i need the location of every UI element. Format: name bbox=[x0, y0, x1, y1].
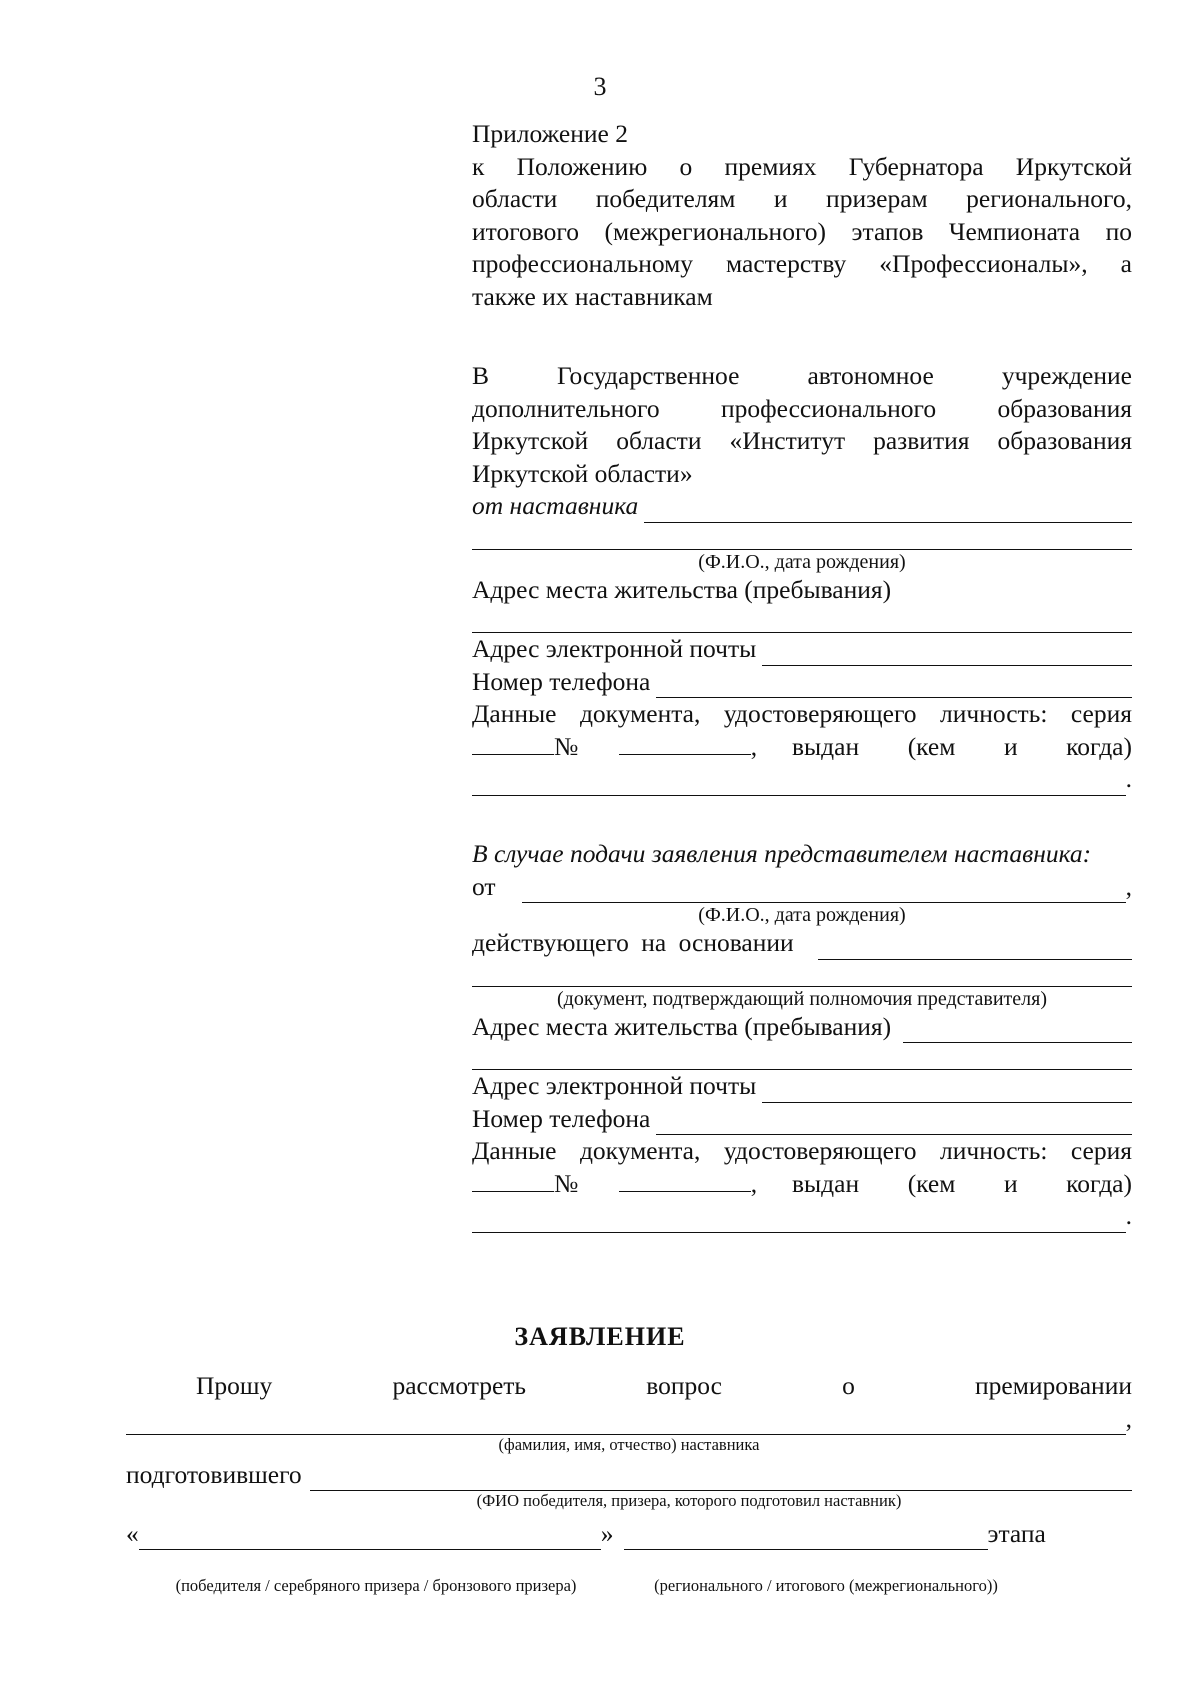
rep-address-label: Адрес места жительства (пребывания) bbox=[472, 1011, 892, 1041]
mentor-phone-label: Номер телефона bbox=[472, 666, 651, 696]
prepared-label: подготовившего bbox=[126, 1460, 302, 1489]
rep-number-field[interactable] bbox=[619, 1167, 751, 1192]
request-word: Прошу bbox=[196, 1371, 273, 1400]
rep-phone-label: Номер телефона bbox=[472, 1103, 651, 1133]
mentor-fio-field[interactable] bbox=[644, 498, 1132, 523]
winner-hint: (ФИО победителя, призера, которого подготовил наставник) bbox=[476, 1491, 902, 1510]
open-quote: « bbox=[126, 1518, 139, 1548]
rep-issued-field[interactable] bbox=[472, 1208, 1126, 1233]
addressee-line: Иркутской области «Институт развития образования bbox=[472, 426, 1132, 455]
place-stage-hints bbox=[126, 1570, 1132, 1602]
rep-phone-row bbox=[472, 1103, 1132, 1136]
rep-doc-label: Данные документа, удостоверяющего личность: серия bbox=[472, 1136, 1132, 1165]
close-quote: » bbox=[600, 1518, 614, 1548]
stage-field[interactable] bbox=[624, 1525, 988, 1550]
mentor-number-sign: № bbox=[554, 731, 579, 761]
rep-address-field[interactable] bbox=[903, 1018, 1132, 1043]
stage-hint: (регионального / итогового (межрегионального)) bbox=[654, 1575, 998, 1595]
mentor-doc-row: № , выдан (кем и когда) bbox=[472, 731, 1132, 764]
mentor-email-field[interactable] bbox=[762, 641, 1132, 666]
statement-mentor-hint: (фамилия, имя, отчество) наставника bbox=[498, 1434, 760, 1454]
mentor-address-label: Адрес места жительства (пребывания) bbox=[472, 574, 892, 604]
rep-doc-row: № , выдан (кем и когда) bbox=[472, 1168, 1132, 1201]
appendix-line: к Положению о премиях Губернатора Иркутской bbox=[472, 151, 1132, 181]
appendix-line: профессиональному мастерству «Профессионалы», а bbox=[472, 249, 1132, 278]
place-hint: (победителя / серебряного призера / бронзового призера) bbox=[175, 1575, 577, 1595]
rep-series-field[interactable] bbox=[472, 1167, 554, 1192]
place-field[interactable] bbox=[139, 1525, 601, 1550]
request-row bbox=[126, 1370, 1132, 1402]
statement-mentor-field[interactable] bbox=[126, 1410, 1126, 1435]
addressee-line: В Государственное автономное учреждение bbox=[472, 361, 1132, 390]
rep-address-row bbox=[472, 1011, 1132, 1044]
appendix-block bbox=[472, 118, 1132, 313]
rep-issued-row: . bbox=[472, 1200, 1132, 1233]
rep-fio-field[interactable] bbox=[522, 878, 1126, 903]
rep-email-field[interactable] bbox=[762, 1078, 1132, 1103]
winner-field[interactable] bbox=[310, 1466, 1132, 1491]
rep-basis-field-2[interactable] bbox=[472, 960, 1132, 987]
rep-number-sign: № bbox=[554, 1168, 579, 1198]
rep-address-field-2[interactable] bbox=[472, 1043, 1132, 1070]
request-word: о bbox=[842, 1371, 855, 1400]
appendix-line: также их наставникам bbox=[472, 281, 713, 311]
mentor-issued-row: . bbox=[472, 763, 1132, 796]
appendix-heading: Приложение 2 bbox=[472, 119, 628, 148]
request-word: премировании bbox=[975, 1371, 1132, 1400]
mentor-fio-field-2[interactable] bbox=[472, 523, 1132, 550]
prepared-row bbox=[126, 1459, 1132, 1492]
rep-case-label: В случае подачи заявления представителем наставника: bbox=[472, 839, 1092, 868]
mentor-from-label: от наставника bbox=[472, 491, 639, 520]
rep-email-row bbox=[472, 1070, 1132, 1103]
rep-email-label: Адрес электронной почты bbox=[472, 1071, 757, 1100]
statement-block bbox=[126, 1370, 1132, 1602]
statement-title: ЗАЯВЛЕНИЕ bbox=[514, 1322, 686, 1351]
mentor-issued-field[interactable] bbox=[472, 771, 1126, 796]
mentor-number-field[interactable] bbox=[619, 730, 751, 755]
stage-label: этапа bbox=[987, 1518, 1046, 1548]
appendix-line: итогового (межрегионального) этапов Чемпионата по bbox=[472, 216, 1132, 246]
mentor-phone-row bbox=[472, 666, 1132, 699]
representative-block bbox=[472, 838, 1132, 1233]
mentor-issued-label: выдан (кем и когда) bbox=[792, 731, 1132, 761]
rep-phone-field[interactable] bbox=[656, 1110, 1132, 1135]
mentor-fio-hint: (Ф.И.О., дата рождения) bbox=[698, 550, 906, 573]
addressee-line: дополнительного профессионального образования bbox=[472, 393, 1132, 423]
appendix-line: области победителям и призерам регионального, bbox=[472, 184, 1132, 213]
mentor-doc-label: Данные документа, удостоверяющего личность: серия bbox=[472, 699, 1132, 728]
mentor-address-field[interactable] bbox=[472, 606, 1132, 633]
addressee-line: Иркутской области» bbox=[472, 458, 693, 488]
mentor-from-row bbox=[472, 490, 1132, 523]
mentor-name-row: , bbox=[126, 1402, 1132, 1435]
mentor-email-label: Адрес электронной почты bbox=[472, 634, 757, 663]
mentor-phone-field[interactable] bbox=[656, 673, 1132, 698]
request-word: рассмотреть bbox=[392, 1371, 527, 1400]
rep-basis-field[interactable] bbox=[818, 935, 1132, 960]
rep-from-row: от , bbox=[472, 871, 1132, 904]
rep-issued-label: выдан (кем и когда) bbox=[792, 1168, 1132, 1198]
rep-from-label: от bbox=[472, 871, 496, 901]
rep-fio-hint: (Ф.И.О., дата рождения) bbox=[698, 904, 906, 926]
mentor-series-field[interactable] bbox=[472, 730, 554, 755]
mentor-email-row bbox=[472, 633, 1132, 666]
addressee-block bbox=[472, 360, 1132, 796]
page-number: 3 bbox=[593, 72, 607, 101]
rep-basis-label: действующего на основании bbox=[472, 928, 794, 957]
place-stage-row bbox=[126, 1517, 1132, 1550]
request-word: вопрос bbox=[646, 1371, 722, 1400]
rep-basis-hint: (документ, подтверждающий полномочия представителя) bbox=[556, 987, 1048, 1010]
rep-basis-row bbox=[472, 927, 1132, 960]
